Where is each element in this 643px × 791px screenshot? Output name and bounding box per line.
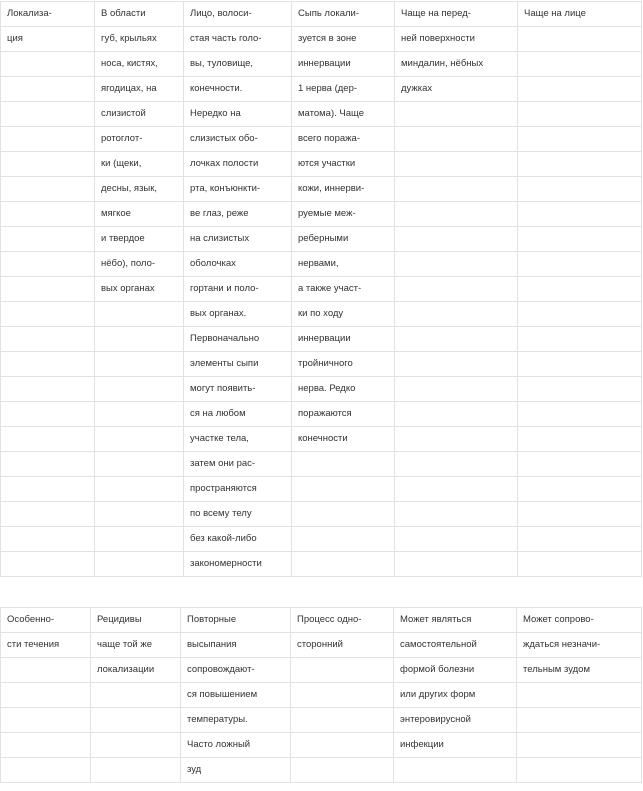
- table-cell: [518, 252, 642, 277]
- table-cell: [518, 227, 642, 252]
- table-cell: [1, 327, 95, 352]
- table-cell: [518, 277, 642, 302]
- table-cell: Первоначально: [184, 327, 292, 352]
- table-cell: вых органах.: [184, 302, 292, 327]
- table-cell: [1, 202, 95, 227]
- table-row: [1, 227, 642, 252]
- table-cell: [91, 683, 181, 708]
- table-cell: вы, туловище,: [184, 52, 292, 77]
- table-cell: Нередко на: [184, 102, 292, 127]
- table-cell: матома). Чаще: [292, 102, 395, 127]
- table-cell: инфекции: [394, 733, 517, 758]
- table-row: [1, 377, 642, 402]
- table-cell: [518, 177, 642, 202]
- table-row: [1, 102, 642, 127]
- table-cell: без какой-либо: [184, 527, 292, 552]
- table-cell: нёбо), поло-: [95, 252, 184, 277]
- table-cell: [395, 502, 518, 527]
- table-cell: зуется в зоне: [292, 27, 395, 52]
- table-cell: [1, 177, 95, 202]
- table-cell: [517, 708, 642, 733]
- table-cell: гортани и поло-: [184, 277, 292, 302]
- table-cell: [518, 427, 642, 452]
- table-cell: миндалин, нёбных: [395, 52, 518, 77]
- table-cell: [1, 658, 91, 683]
- table-cell: [395, 402, 518, 427]
- table-cell: [1, 127, 95, 152]
- table-cell: [292, 552, 395, 577]
- table-cell: тельным зудом: [517, 658, 642, 683]
- table-row: [1, 27, 642, 52]
- course-features-table: [0, 607, 642, 783]
- table-cell: ве глаз, реже: [184, 202, 292, 227]
- table-cell: [1, 377, 95, 402]
- table-cell: [518, 202, 642, 227]
- table-cell: мягкое: [95, 202, 184, 227]
- table-cell: чаще той же: [91, 633, 181, 658]
- table-cell: [291, 758, 394, 783]
- table-cell: [395, 102, 518, 127]
- table-cell: [395, 327, 518, 352]
- table-cell: [518, 552, 642, 577]
- table-cell: [395, 177, 518, 202]
- table-cell: сти течения: [1, 633, 91, 658]
- table-cell: всего поража-: [292, 127, 395, 152]
- table-cell: элементы сыпи: [184, 352, 292, 377]
- table-cell: [95, 402, 184, 427]
- table-cell: [95, 377, 184, 402]
- table-row: [1, 277, 642, 302]
- table-cell: [395, 277, 518, 302]
- table-row: [1, 733, 642, 758]
- table-cell: руемые меж-: [292, 202, 395, 227]
- table-cell: иннервации: [292, 52, 395, 77]
- table-cell: [291, 683, 394, 708]
- table-cell: участке тела,: [184, 427, 292, 452]
- table-cell: энтеровирусной: [394, 708, 517, 733]
- table-cell: [292, 502, 395, 527]
- table-row: [1, 552, 642, 577]
- table-cell: [1, 552, 95, 577]
- table-row: [1, 202, 642, 227]
- table-cell: дужках: [395, 77, 518, 102]
- table-cell: ней поверхности: [395, 27, 518, 52]
- table-cell: [518, 302, 642, 327]
- table-cell: ки по ходу: [292, 302, 395, 327]
- table-cell: [394, 758, 517, 783]
- table-cell: слизистых обо-: [184, 127, 292, 152]
- table-cell: [95, 477, 184, 502]
- table-cell: [1, 427, 95, 452]
- table-row: [1, 477, 642, 502]
- table-row: [1, 527, 642, 552]
- table-cell: локализации: [91, 658, 181, 683]
- table-cell: нервами,: [292, 252, 395, 277]
- table-cell: [518, 52, 642, 77]
- table-cell: ротоглот-: [95, 127, 184, 152]
- table-cell: слизистой: [95, 102, 184, 127]
- table-cell: [395, 452, 518, 477]
- table-cell: ются участки: [292, 152, 395, 177]
- table-cell: [518, 527, 642, 552]
- table-cell: закономерности: [184, 552, 292, 577]
- table-cell: [291, 708, 394, 733]
- table-row: [1, 252, 642, 277]
- table-cell: [518, 477, 642, 502]
- table-cell: [1, 102, 95, 127]
- table-cell: [1, 277, 95, 302]
- table-cell: [395, 477, 518, 502]
- table-cell: формой болезни: [394, 658, 517, 683]
- table-cell: [91, 758, 181, 783]
- table-cell: на слизистых: [184, 227, 292, 252]
- table-row: [1, 608, 642, 633]
- table-row: [1, 77, 642, 102]
- table-cell: [518, 127, 642, 152]
- table-row: [1, 633, 642, 658]
- table-cell: а также участ-: [292, 277, 395, 302]
- table-cell: носа, кистях,: [95, 52, 184, 77]
- table-cell: [292, 477, 395, 502]
- table-cell: ся на любом: [184, 402, 292, 427]
- table-cell: [1, 252, 95, 277]
- table-cell: [1, 452, 95, 477]
- table-cell: [517, 758, 642, 783]
- table-row: [1, 683, 642, 708]
- table-cell: [1, 227, 95, 252]
- table-cell: стая часть голо-: [184, 27, 292, 52]
- table-cell: кожи, иннерви-: [292, 177, 395, 202]
- table-row: [1, 427, 642, 452]
- table-cell: [91, 733, 181, 758]
- table-cell: сторонний: [291, 633, 394, 658]
- table-cell: [518, 27, 642, 52]
- table-cell: [91, 708, 181, 733]
- table-cell: иннервации: [292, 327, 395, 352]
- table-cell: [518, 377, 642, 402]
- table-cell: [395, 127, 518, 152]
- table-cell: поражаются: [292, 402, 395, 427]
- table-cell: [95, 502, 184, 527]
- localization-table: [0, 1, 642, 577]
- table-cell: нерва. Редко: [292, 377, 395, 402]
- table-cell: В области: [95, 2, 184, 27]
- table-cell: [292, 527, 395, 552]
- table-cell: [95, 427, 184, 452]
- table-cell: [395, 252, 518, 277]
- table-cell: ция: [1, 27, 95, 52]
- table-cell: [95, 352, 184, 377]
- table-cell: [395, 202, 518, 227]
- table-cell: [1, 402, 95, 427]
- table-cell: реберными: [292, 227, 395, 252]
- table-cell: Чаще на лице: [518, 2, 642, 27]
- table-cell: [1, 527, 95, 552]
- table-cell: [1, 302, 95, 327]
- table-cell: могут появить-: [184, 377, 292, 402]
- table-row: [1, 452, 642, 477]
- table-cell: [517, 733, 642, 758]
- table-cell: [518, 102, 642, 127]
- table-cell: [518, 77, 642, 102]
- table-cell: самостоятельной: [394, 633, 517, 658]
- table-cell: [1, 708, 91, 733]
- table-cell: ждаться незначи-: [517, 633, 642, 658]
- table-row: [1, 327, 642, 352]
- table-row: [1, 177, 642, 202]
- table-cell: высыпания: [181, 633, 291, 658]
- table-cell: [518, 327, 642, 352]
- table-cell: [1, 733, 91, 758]
- table-cell: оболочках: [184, 252, 292, 277]
- table-row: [1, 658, 642, 683]
- table-cell: [292, 452, 395, 477]
- table-row: [1, 152, 642, 177]
- table-row: [1, 708, 642, 733]
- table-cell: [395, 302, 518, 327]
- table-cell: [1, 352, 95, 377]
- table-cell: Особенно-: [1, 608, 91, 633]
- table-cell: тройничного: [292, 352, 395, 377]
- table-row: [1, 302, 642, 327]
- table-cell: [518, 402, 642, 427]
- table-row: [1, 2, 642, 27]
- table-cell: Рецидивы: [91, 608, 181, 633]
- table-cell: конечности.: [184, 77, 292, 102]
- table-cell: [95, 327, 184, 352]
- table-cell: [95, 302, 184, 327]
- table-cell: [1, 152, 95, 177]
- table-cell: зуд: [181, 758, 291, 783]
- table-cell: ся повышением: [181, 683, 291, 708]
- table-row: [1, 402, 642, 427]
- table-cell: [395, 227, 518, 252]
- table-cell: затем они рас-: [184, 452, 292, 477]
- table-cell: [1, 758, 91, 783]
- table-cell: [395, 427, 518, 452]
- table-cell: пространяются: [184, 477, 292, 502]
- table-cell: десны, язык,: [95, 177, 184, 202]
- table-row: [1, 52, 642, 77]
- table-cell: по всему телу: [184, 502, 292, 527]
- table-row: [1, 758, 642, 783]
- table-cell: [518, 502, 642, 527]
- table-cell: рта, конъюнкти-: [184, 177, 292, 202]
- table-cell: лочках полости: [184, 152, 292, 177]
- table-cell: Повторные: [181, 608, 291, 633]
- table-cell: [518, 152, 642, 177]
- table-cell: [95, 552, 184, 577]
- table-row: [1, 352, 642, 377]
- table-cell: [1, 683, 91, 708]
- table-cell: [1, 52, 95, 77]
- table-cell: ягодицах, на: [95, 77, 184, 102]
- table-cell: вых органах: [95, 277, 184, 302]
- table-cell: Может сопрово-: [517, 608, 642, 633]
- table-cell: [395, 377, 518, 402]
- table-cell: [291, 733, 394, 758]
- table-cell: [395, 152, 518, 177]
- table-cell: Может являться: [394, 608, 517, 633]
- table-cell: [517, 683, 642, 708]
- table-cell: Локализа-: [1, 2, 95, 27]
- table-row: [1, 502, 642, 527]
- table-row: [1, 127, 642, 152]
- table-cell: Часто ложный: [181, 733, 291, 758]
- table-cell: [291, 658, 394, 683]
- table-cell: конечности: [292, 427, 395, 452]
- table-cell: Сыпь локали-: [292, 2, 395, 27]
- table-cell: [1, 477, 95, 502]
- table-cell: [95, 527, 184, 552]
- table-cell: температуры.: [181, 708, 291, 733]
- table-cell: Процесс одно-: [291, 608, 394, 633]
- table-cell: сопровождают-: [181, 658, 291, 683]
- table-cell: Чаще на перед-: [395, 2, 518, 27]
- table-cell: [518, 452, 642, 477]
- table-cell: [518, 352, 642, 377]
- table-cell: [395, 527, 518, 552]
- table-cell: [1, 77, 95, 102]
- table-cell: Лицо, волоси-: [184, 2, 292, 27]
- table-cell: и твердое: [95, 227, 184, 252]
- table-cell: [395, 552, 518, 577]
- table-cell: ки (щеки,: [95, 152, 184, 177]
- table-cell: 1 нерва (дер-: [292, 77, 395, 102]
- table-cell: [95, 452, 184, 477]
- table-cell: или других форм: [394, 683, 517, 708]
- table-cell: [1, 502, 95, 527]
- table-cell: [395, 352, 518, 377]
- table-cell: губ, крыльях: [95, 27, 184, 52]
